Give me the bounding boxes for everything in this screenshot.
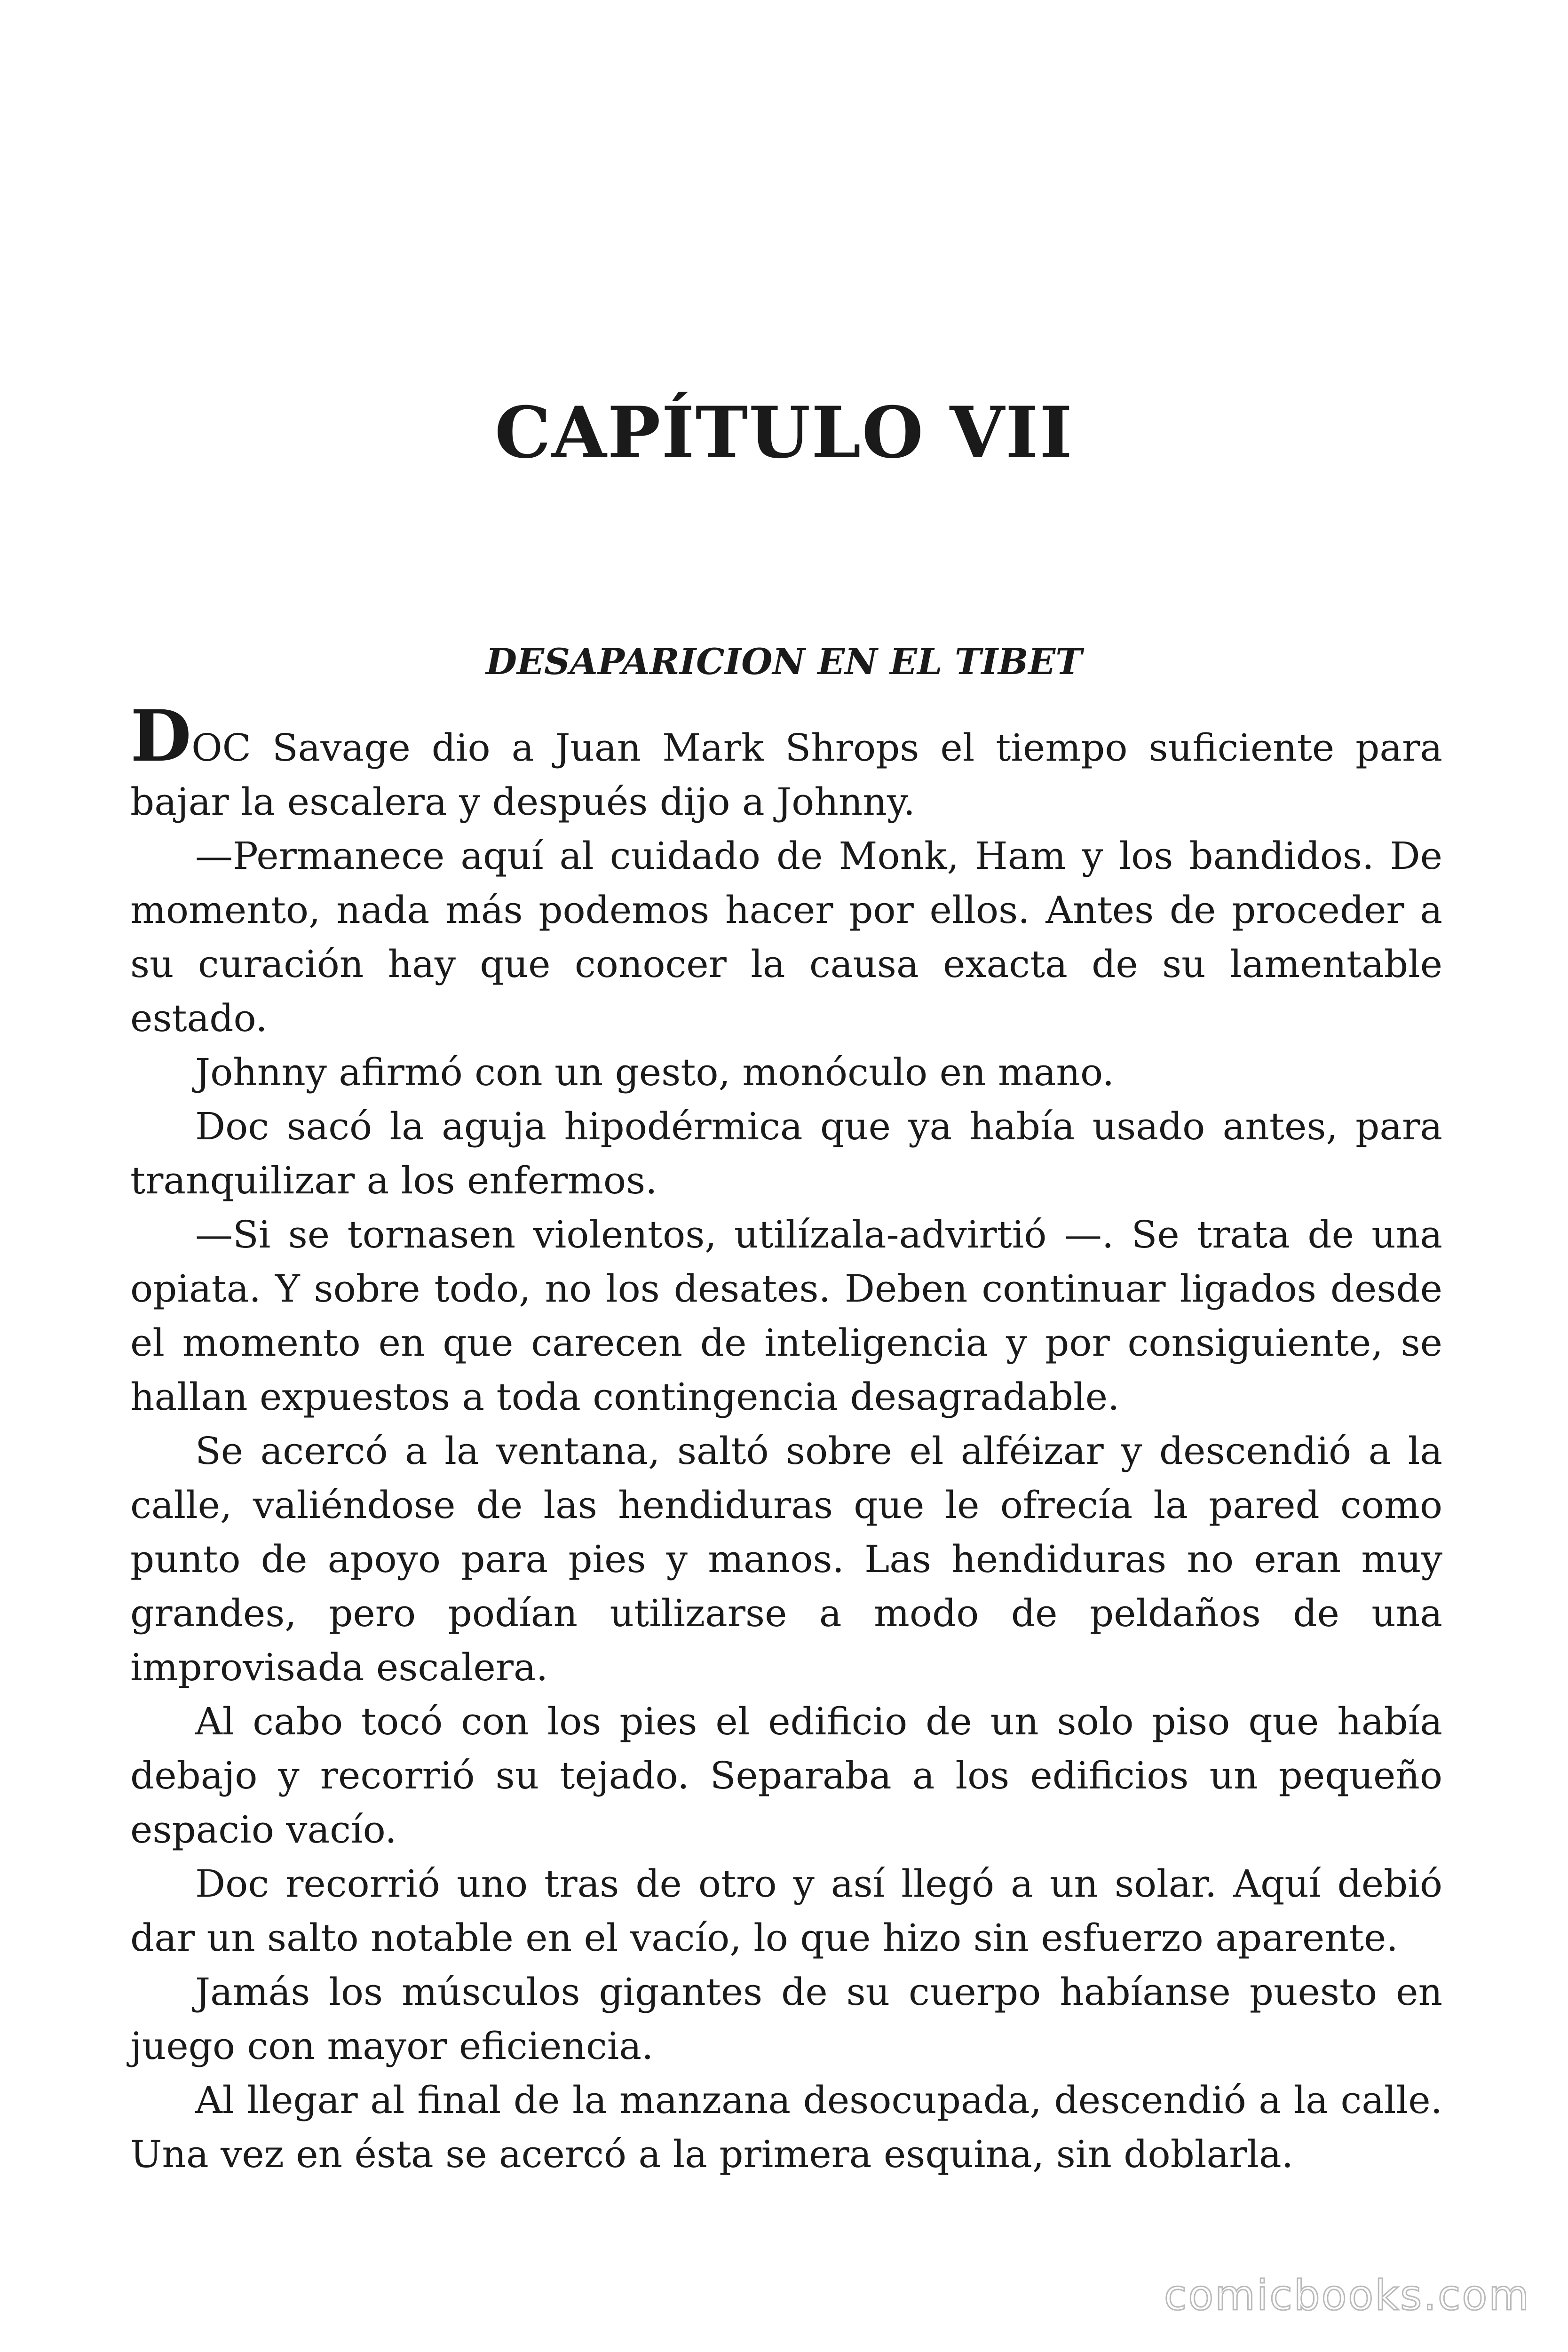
chapter-subtitle: DESAPARICION EN EL TIBET (486, 641, 1082, 683)
paragraph-1-text: Savage dio a Juan Mark Shrops el tiempo suficiente para bajar la escalera y después dijo a Johnny. (130, 726, 1442, 824)
paragraph-9: Jamás los músculos gigantes de su cuerpo habíanse puesto en juego con mayor eficiencia. (130, 1970, 1442, 2068)
paragraph-7: Al cabo tocó con los pies el edificio de un solo piso que había debajo y recorrió su tejado. Separaba a los edificios un pequeño espacio vacío. (130, 1700, 1442, 1851)
paragraph-2: —Permanece aquí al cuidado de Monk, Ham y los bandidos. De momento, nada más podemos hacer por ellos. Antes de proceder a su curación hay que conocer la causa exacta de su lamentable estado. (130, 834, 1442, 1040)
paragraph-3: Johnny afirmó con un gesto, monóculo en mano. (195, 1050, 1115, 1094)
paragraph-5: —Si se tornasen violentos, utilízala-advirtió —. Se trata de una opiata. Y sobre todo, no los desates. Deben continuar ligados desde el momento en que carecen de inteligencia y por consiguiente, se hallan expuestos a toda contingencia desagradable. (130, 1213, 1442, 1419)
paragraph-8: Doc recorrió uno tras de otro y así llegó a un solar. Aquí debió dar un salto notable en el vacío, lo que hizo sin esfuerzo aparente. (130, 1862, 1442, 1960)
drop-initial: D (130, 695, 192, 778)
chapter-title: CAPÍTULO VII (494, 391, 1074, 474)
watermark: comicbooks.com (1164, 2271, 1530, 2320)
chapter-body (130, 695, 1442, 2181)
paragraph-6: Se acercó a la ventana, saltó sobre el alféizar y descendió a la calle, valiéndose de las hendiduras que le ofrecía la pared como punto de apoyo para pies y manos. Las hendiduras no eran muy grandes, pero podían utilizarse a modo de peldaños de una improvisada escalera. (130, 1429, 1442, 1689)
paragraph-4: Doc sacó la aguja hipodérmica que ya había usado antes, para tranquilizar a los enfermos. (130, 1104, 1442, 1202)
paragraph-10: Al llegar al final de la manzana desocupada, descendió a la calle. Una vez en ésta se acercó a la primera esquina, sin doblarla. (130, 2078, 1442, 2176)
small-caps-lead: OC (191, 726, 251, 770)
paragraph-1 (130, 695, 1442, 829)
